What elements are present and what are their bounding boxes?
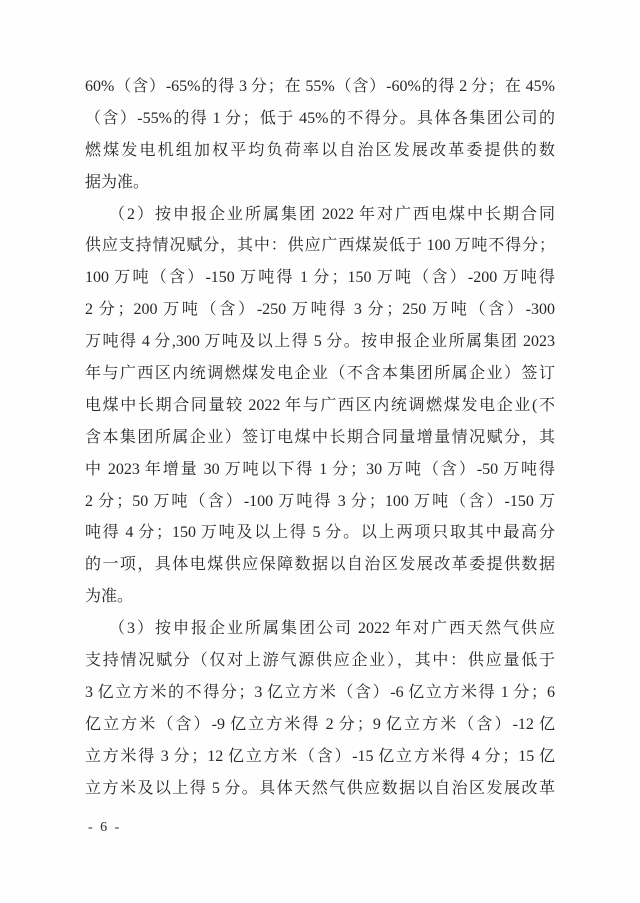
text-line: 年与广西区内统调燃煤发电企业（不含本集团所属企业）签订 — [85, 365, 555, 383]
text-line: 燃煤发电机组加权平均负荷率以自治区发展改革委提供的数 — [85, 141, 555, 159]
text-line: 电煤中长期合同量较 2022 年与广西区内统调燃煤发电企业(不 — [85, 396, 555, 414]
text-line: 立方米得 3 分；12 亿立方米（含）-15 亿立方米得 4 分；15 亿 — [85, 747, 555, 765]
text-line: 60%（含）-65%的得 3 分；在 55%（含）-60%的得 2 分；在 45% — [85, 78, 555, 95]
text-line: （3）按申报企业所属集团公司 2022 年对广西天然气供应 — [109, 620, 555, 638]
text-line: 含本集团所属企业）签订电煤中长期合同量增量情况赋分，其 — [85, 428, 555, 446]
document-text — [85, 71, 555, 804]
text-line: 支持情况赋分（仅对上游气源供应企业），其中：供应量低于 — [85, 652, 555, 670]
text-line: （含）-55%的得 1 分；低于 45%的不得分。具体各集团公司的 — [85, 109, 555, 127]
text-line: 中 2023 年增量 30 万吨以下得 1 分；30 万吨（含）-50 万吨得 — [85, 460, 555, 478]
text-line: 为准。 — [85, 588, 134, 606]
page-number: - 6 - — [88, 820, 122, 835]
text-line: 供应支持情况赋分，其中：供应广西煤炭低于 100 万吨不得分； — [85, 237, 555, 255]
text-line: 万吨得 4 分,300 万吨及以上得 5 分。按申报企业所属集团 2023 — [85, 333, 555, 351]
text-line: 据为准。 — [85, 173, 150, 191]
text-line: 的一项，具体电煤供应保障数据以自治区发展改革委提供数据 — [85, 556, 555, 574]
text-line: 亿立方米（含）-9 亿立方米得 2 分；9 亿立方米（含）-12 亿 — [85, 715, 555, 733]
text-line: 吨得 4 分；150 万吨及以上得 5 分。以上两项只取其中最高分 — [85, 524, 555, 542]
text-line: 立方米及以上得 5 分。具体天然气供应数据以自治区发展改革 — [85, 779, 555, 797]
text-line: （2）按申报企业所属集团 2022 年对广西电煤中长期合同 — [109, 205, 555, 223]
text-line: 2 分；50 万吨（含）-100 万吨得 3 分；100 万吨（含）-150 万 — [85, 492, 555, 510]
text-line: 3 亿立方米的不得分；3 亿立方米（含）-6 亿立方米得 1 分；6 — [85, 683, 555, 701]
text-line: 100 万吨（含）-150 万吨得 1 分；150 万吨（含）-200 万吨得 — [85, 269, 555, 287]
text-line: 2 分；200 万吨（含）-250 万吨得 3 分；250 万吨（含）-300 — [85, 301, 555, 319]
